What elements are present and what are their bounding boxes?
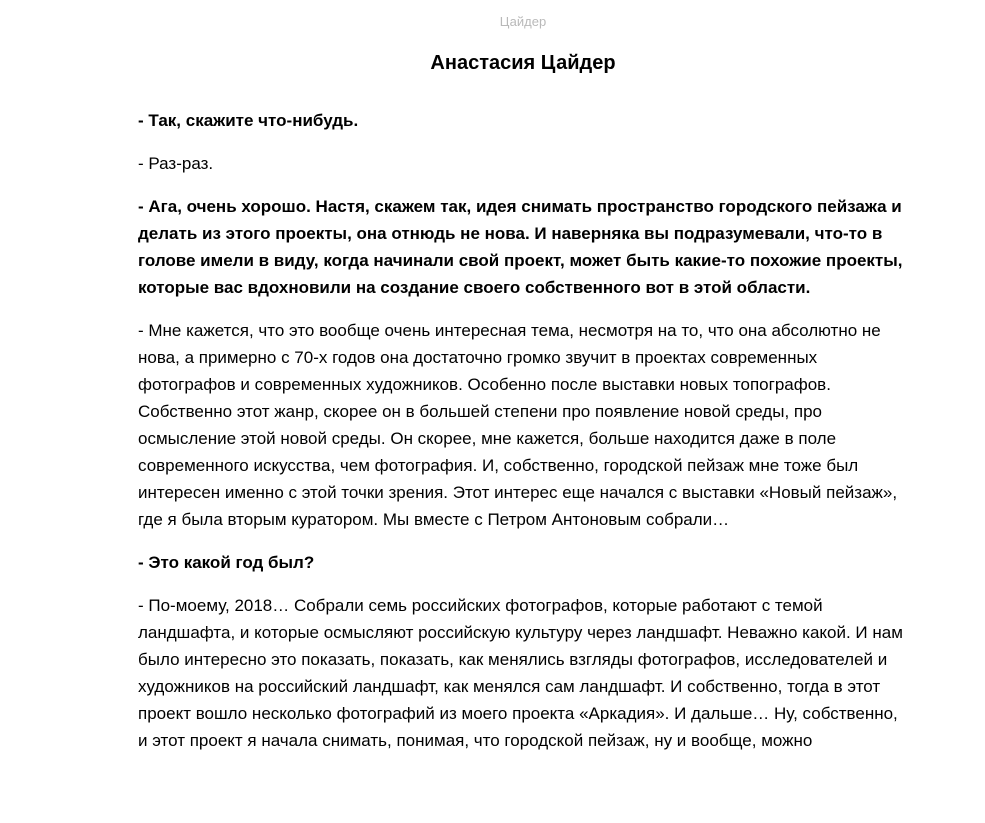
- interview-question: - Это какой год был?: [138, 553, 315, 572]
- interview-question: - Ага, очень хорошо. Настя, скажем так, идея снимать пространство городского пейзажа и делать из этого проекты, она отнюдь не нова. И наверняка вы подразумевали, что-то в голове имели в виду, когда начинали свой проект, может быть какие-то похожие проекты, которые вас вдохновили на создание своего собственного вот в этой области.: [138, 197, 903, 297]
- interview-question: - Так, скажите что-нибудь.: [138, 111, 359, 130]
- interview-answer: - Мне кажется, что это вообще очень интересная тема, несмотря на то, что она абсолютно не нова, а примерно с 70-х годов она достаточно громко звучит в проектах современных фотографов и современных художников. Особенно после выставки новых топографов. Собственно этот жанр, скорее он в большей степени про появление новой среды, про осмысление этой новой среды. Он скорее, мне кажется, больше находится даже в поле современного искусства, чем фотография. И, собственно, городской пейзаж мне тоже был интересен именно с этой точки зрения. Этот интерес еще начался с выставки «Новый пейзаж», где я была вторым куратором. Мы вместе с Петром Антоновым собрали…: [138, 321, 898, 529]
- interview-answer: - Раз-раз.: [138, 154, 214, 173]
- interview-answer: - По-моему, 2018… Собрали семь российских фотографов, которые работают с темой ландшафта, и которые осмысляют российскую культуру через ландшафт. Неважно какой. И нам было интересно это показать, показать, как менялись взгляды фотографов, исследователей и художников на российский ландшафт, как менялся сам ландшафт. И собственно, тогда в этот проект вошло несколько фотографий из моего проекта «Аркадия». И дальше… Ну, собственно, и этот проект я начала снимать, понимая, что городской пейзаж, ну и вообще, можно: [138, 596, 903, 750]
- running-header: Цайдер: [499, 14, 547, 29]
- page-title: Анастасия Цайдер: [430, 52, 616, 74]
